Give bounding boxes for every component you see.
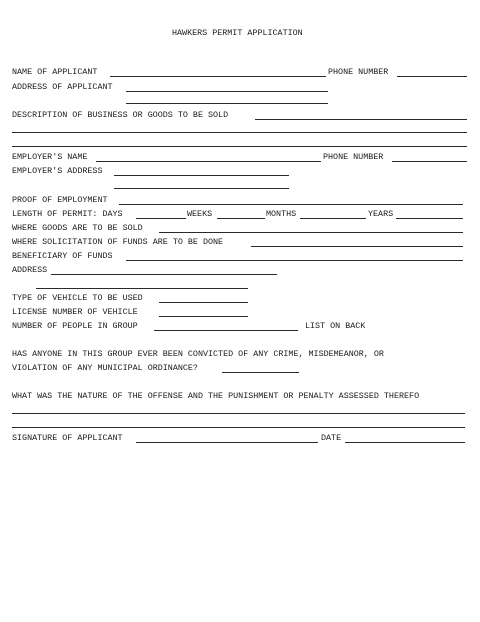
nature-of-offense-field[interactable]	[12, 413, 465, 414]
name-of-applicant-label: NAME OF APPLICANT	[12, 67, 98, 77]
where-solicitation-field[interactable]	[251, 246, 463, 247]
beneficiary-label: BENEFICIARY OF FUNDS	[12, 251, 113, 261]
description-label: DESCRIPTION OF BUSINESS OR GOODS TO BE SOLD	[12, 110, 229, 120]
employers-address-field-line2[interactable]	[114, 188, 289, 189]
years-label: YEARS	[368, 209, 394, 219]
phone-number-field[interactable]	[397, 76, 467, 77]
license-number-label: LICENSE NUMBER OF VEHICLE	[12, 307, 138, 317]
number-of-people-field[interactable]	[154, 330, 298, 331]
days-field[interactable]	[136, 218, 186, 219]
months-label: MONTHS	[266, 209, 297, 219]
nature-of-offense-field-line2[interactable]	[12, 427, 465, 428]
description-field-line2[interactable]	[12, 132, 467, 133]
employer-phone-number-label: PHONE NUMBER	[323, 152, 384, 162]
months-field[interactable]	[300, 218, 366, 219]
employers-name-field[interactable]	[96, 161, 321, 162]
description-field[interactable]	[255, 119, 467, 120]
number-of-people-label: NUMBER OF PEOPLE IN GROUP	[12, 321, 138, 331]
date-field[interactable]	[345, 442, 465, 443]
description-field-line3[interactable]	[12, 146, 467, 147]
form-title: HAWKERS PERMIT APPLICATION	[172, 28, 303, 38]
signature-label: SIGNATURE OF APPLICANT	[12, 433, 123, 443]
phone-number-label: PHONE NUMBER	[328, 67, 389, 77]
employers-address-field[interactable]	[114, 175, 289, 176]
where-solicitation-label: WHERE SOLICITATION OF FUNDS ARE TO BE DONE	[12, 237, 224, 247]
nature-of-offense-label: WHAT WAS THE NATURE OF THE OFFENSE AND THE PUNISHMENT OR PENALTY ASSESSED THEREFO	[12, 391, 420, 401]
signature-field[interactable]	[136, 442, 318, 443]
convicted-question-line1: HAS ANYONE IN THIS GROUP EVER BEEN CONVICTED OF ANY CRIME, MISDEMEANOR, OR	[12, 349, 384, 359]
proof-of-employment-label: PROOF OF EMPLOYMENT	[12, 195, 108, 205]
employers-name-label: EMPLOYER'S NAME	[12, 152, 88, 162]
weeks-label: WEEKS	[187, 209, 213, 219]
address-field[interactable]	[51, 274, 277, 275]
address-label: ADDRESS	[12, 265, 48, 275]
where-goods-sold-label: WHERE GOODS ARE TO BE SOLD	[12, 223, 143, 233]
name-of-applicant-field[interactable]	[110, 76, 326, 77]
years-field[interactable]	[396, 218, 463, 219]
employers-address-label: EMPLOYER'S ADDRESS	[12, 166, 103, 176]
employer-phone-number-field[interactable]	[392, 161, 467, 162]
date-label: DATE	[321, 433, 342, 443]
address-of-applicant-label: ADDRESS OF APPLICANT	[12, 82, 113, 92]
beneficiary-field[interactable]	[126, 260, 463, 261]
proof-of-employment-field[interactable]	[119, 204, 463, 205]
type-of-vehicle-field[interactable]	[159, 302, 248, 303]
type-of-vehicle-label: TYPE OF VEHICLE TO BE USED	[12, 293, 143, 303]
list-on-back-label: LIST ON BACK	[305, 321, 366, 331]
convicted-answer-field[interactable]	[222, 372, 299, 373]
length-of-permit-label: LENGTH OF PERMIT: DAYS	[12, 209, 123, 219]
address-of-applicant-field-line2[interactable]	[126, 103, 328, 104]
where-goods-sold-field[interactable]	[159, 232, 463, 233]
convicted-question-line2: VIOLATION OF ANY MUNICIPAL ORDINANCE?	[12, 363, 198, 373]
license-number-field[interactable]	[159, 316, 248, 317]
address-of-applicant-field[interactable]	[126, 91, 328, 92]
address-field-line2[interactable]	[36, 288, 248, 289]
weeks-field[interactable]	[217, 218, 265, 219]
